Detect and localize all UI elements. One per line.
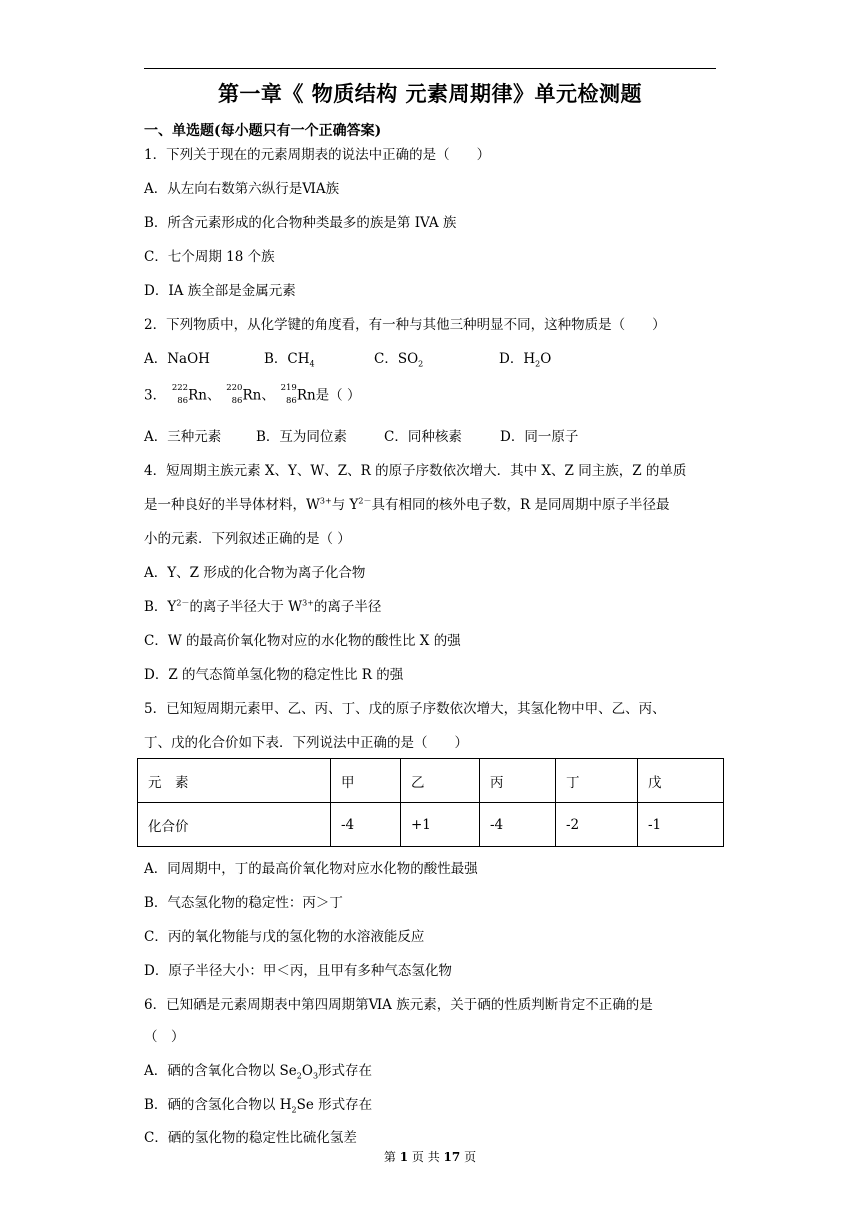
q1-option-d: D．ⅠA 族全部是金属元素 — [144, 283, 296, 299]
q4-text: 与 Y — [331, 497, 359, 513]
q2-option-c-text: C．SO — [374, 351, 419, 367]
atomic-number: 86 — [177, 396, 189, 406]
q5-option-b: B．气态氢化物的稳定性：丙＞丁 — [144, 895, 343, 911]
q5-stem-line1: 5．已知短周期元素甲、乙、丙、丁、戊的原子序数依次增大，其氢化物中甲、乙、丙、 — [144, 701, 666, 717]
superscript: 3+ — [319, 496, 332, 506]
q4-stem-line3: 小的元素．下列叙述正确的是（ ） — [144, 531, 351, 547]
q4-option-b-text: 的离子半径大于 W — [189, 599, 303, 615]
q2-option-d-text: D．H — [499, 351, 536, 367]
q4-option-d: D．Z 的气态简单氢化物的稳定性比 R 的强 — [144, 667, 404, 683]
subscript: 2 — [418, 359, 424, 369]
q6-option-c: C．硒的氢化物的稳定性比硫化氢差 — [144, 1130, 357, 1146]
valence-table — [137, 758, 724, 847]
q4-option-a: A．Y、Z 形成的化合物为离子化合物 — [144, 565, 366, 581]
separator: 、 — [206, 387, 221, 404]
isotope-rn-222 — [166, 383, 207, 409]
q4-text: 是一种良好的半导体材料，W — [144, 497, 320, 513]
table-cell: 元 素 — [138, 759, 331, 803]
page-total: 17 — [443, 1150, 461, 1164]
subscript: 2 — [296, 1071, 302, 1081]
q4-text: 具有相同的核外电子数，R 是同周期中原子半径最 — [371, 497, 670, 513]
q6-stem-line1: 6．已知硒是元素周期表中第四周期第ⅥA 族元素，关于硒的性质判断肯定不正确的是 — [144, 997, 653, 1013]
mass-number: 222 — [171, 383, 189, 393]
q3-option-a: A．三种元素 — [144, 429, 222, 445]
section-heading: 一、单选题(每小题只有一个正确答案) — [144, 123, 382, 139]
footer-text: 页 共 — [408, 1150, 444, 1164]
q3-option-b: B．互为同位素 — [256, 429, 347, 445]
footer-text: 第 — [383, 1150, 400, 1164]
table-row — [138, 803, 724, 847]
subscript: 2 — [535, 359, 541, 369]
q4-stem-line1: 4．短周期主族元素 X、Y、W、Z、R 的原子序数依次增大．其中 X、Z 同主族，Z 的单质 — [144, 463, 687, 479]
page-number: 1 — [399, 1150, 409, 1164]
q6-option-b-text: Se 形式存在 — [296, 1097, 373, 1113]
q5-option-c: C．丙的氧化物能与戊的氢化物的水溶液能反应 — [144, 929, 425, 945]
q6-option-a — [144, 1062, 372, 1080]
mass-number: 219 — [280, 383, 297, 393]
q6-option-a-text: A．硒的含氧化合物以 Se — [144, 1063, 297, 1079]
q2-option-a: A．NaOH — [144, 351, 210, 367]
q5-option-d: D．原子半径大小：甲＜丙，且甲有多种气态氢化物 — [144, 963, 452, 979]
superscript: 3+ — [302, 598, 314, 608]
superscript: 2－ — [358, 496, 372, 506]
table-cell: 乙 — [401, 759, 480, 803]
q5-stem-line2: 丁、戊的化合价如下表．下列说法中正确的是（ ） — [144, 735, 468, 751]
q3-option-c: C．同种核素 — [384, 429, 462, 445]
q1-stem: 1．下列关于现在的元素周期表的说法中正确的是（ ） — [144, 147, 491, 163]
q6-option-b-text: B．硒的含氢化合物以 H — [144, 1097, 292, 1113]
q6-option-b — [144, 1096, 372, 1114]
mass-number: 220 — [226, 383, 243, 393]
page-footer — [0, 1148, 860, 1165]
q2-option-d-text-end: O — [540, 351, 552, 367]
q1-option-c: C．七个周期 18 个族 — [144, 249, 275, 265]
q2-option-b-text: B．CH — [264, 351, 310, 367]
table-row — [138, 759, 724, 803]
table-cell: 丁 — [556, 759, 638, 803]
q3-stem — [144, 383, 360, 409]
q3-option-d: D．同一原子 — [500, 429, 579, 445]
q4-option-b-text: 的离子半径 — [313, 599, 382, 615]
q2-option-c — [374, 350, 499, 368]
nuclide-notation — [166, 383, 188, 409]
element-symbol: Rn — [296, 387, 316, 404]
q4-option-c: C．W 的最高价氧化物对应的水化物的酸性比 X 的强 — [144, 633, 461, 649]
q3-number: 3． — [144, 387, 167, 404]
subscript: 4 — [309, 359, 315, 369]
q2-option-b — [264, 350, 374, 368]
nuclide-notation — [275, 383, 297, 409]
q6-option-a-text: 形式存在 — [318, 1063, 373, 1079]
q3-options — [144, 428, 578, 446]
table-cell: 戊 — [638, 759, 724, 803]
isotope-rn-220 — [220, 383, 261, 409]
table-cell: -2 — [556, 803, 638, 847]
q4-stem-line2 — [144, 496, 669, 514]
subscript: 3 — [312, 1071, 319, 1081]
isotope-rn-219 — [275, 383, 316, 409]
table-cell: 丙 — [480, 759, 556, 803]
q2-option-d — [499, 350, 551, 368]
nuclide-notation — [220, 383, 242, 409]
q2-stem: 2．下列物质中，从化学键的角度看，有一种与其他三种明显不同，这种物质是（ ） — [144, 317, 666, 333]
atomic-number: 86 — [285, 396, 297, 406]
separator: 、 — [261, 387, 275, 404]
q4-option-b-text: B．Y — [144, 599, 177, 615]
document-title: 第一章《 物质结构 元素周期律》单元检测题 — [217, 81, 643, 106]
q5-option-a: A．同周期中，丁的最高价氧化物对应水化物的酸性最强 — [144, 861, 478, 877]
table-cell: -4 — [331, 803, 401, 847]
element-symbol: Rn — [188, 387, 207, 404]
table-cell: -1 — [638, 803, 724, 847]
element-symbol: Rn — [242, 387, 262, 404]
header-rule — [144, 68, 716, 69]
superscript: 2－ — [176, 598, 190, 608]
table-cell: 甲 — [331, 759, 401, 803]
footer-text: 页 — [460, 1150, 477, 1164]
table-cell: +1 — [401, 803, 480, 847]
q6-option-a-text: O — [301, 1063, 313, 1079]
table-cell: -4 — [480, 803, 556, 847]
q1-option-a: A．从左向右数第六纵行是ⅥA族 — [144, 181, 340, 197]
subscript: 2 — [291, 1105, 297, 1115]
table-cell: 化合价 — [138, 803, 331, 847]
atomic-number: 86 — [231, 396, 243, 406]
q2-options — [144, 350, 551, 368]
q6-stem-line2: （ ） — [144, 1029, 185, 1045]
q4-option-b — [144, 598, 381, 616]
q1-option-b: B．所含元素形成的化合物种类最多的族是第 IVA 族 — [144, 215, 457, 231]
q3-tail: 是（ ） — [315, 387, 361, 404]
